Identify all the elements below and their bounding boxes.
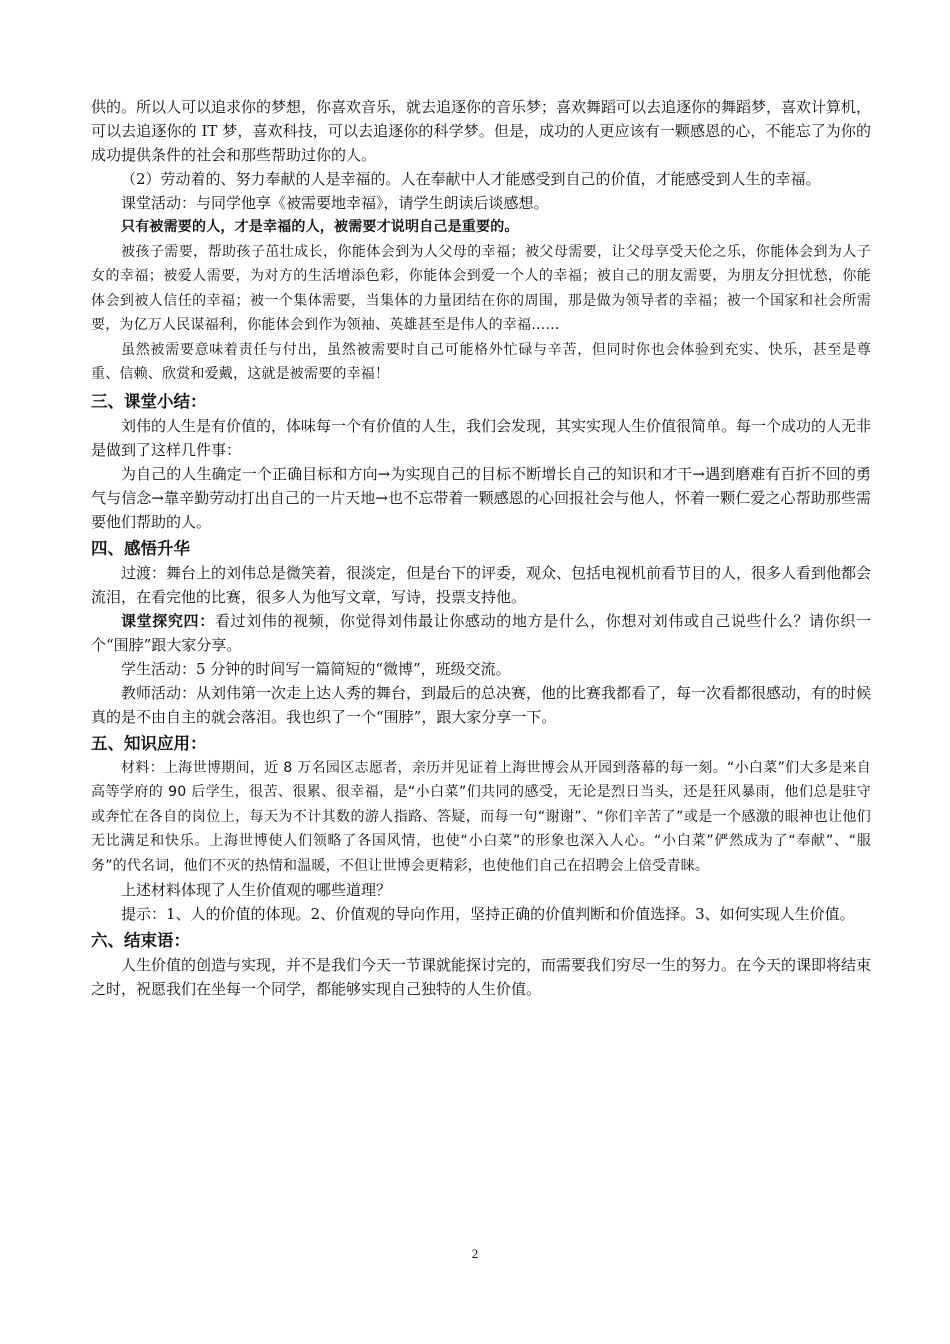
page-number: 2 xyxy=(471,1246,479,1261)
paragraph-liuwei-value: 刘伟的人生是有价值的，体味每一个有价值的人生，我们会发现，其实实现人生价值很简单。每一个成功的人无非是做到了这样几件事： xyxy=(91,416,872,459)
inquiry-label: 课堂探究四： xyxy=(121,611,215,630)
paragraph-steps: 为自己的人生确定一个正确目标和方向→为实现自己的目标不断增长自己的知识和才干→遇到磨难有百折不回的勇气与信念→靠辛勤劳动打出自己的一片天地→也不忘带着一颗感恩的心回报社会与他人，怀着一颗仁爱之心帮助那些需要他们帮助的人。 xyxy=(91,464,871,531)
document-body xyxy=(91,95,871,1001)
paragraph-material: 材料：上海世博期间，近 8 万名园区志愿者，亲历并见证着上海世博会从开园到落幕的每一刻。“小白菜”们大多是来自高等学府的 90 后学生，很苦、很累、很幸福，是“小白菜”们共同的感受，无论是烈日当头，还是狂风暴雨，他们总是驻守或奔忙在各自的岗位上，每天为不计其数的游人指路、答疑，而每一句“谢谢”、“你们辛苦了”或是一个感激的眼神也让他们无比满足和快乐。上海世博使人们领略了各国风情，也使“小白菜”的形象也深入人心。“小白菜”俨然成为了“奉献”、“服务”的代名词，他们不灭的热情和温暖，不但让世博会更精彩，也使他们自己在招聘会上倍受青睐。 xyxy=(91,759,871,874)
paragraph-student-activity: 学生活动：5 分钟的时间写一篇简短的“微博”，班级交流。 xyxy=(121,659,511,678)
paragraph-needed-summary: 虽然被需要意味着责任与付出，虽然被需要时自己可能格外忙碌与辛苦，但同时你也会体验到充实、快乐，甚至是尊重、信赖、欣赏和爱戴，这就是被需要的幸福！ xyxy=(91,341,871,382)
heading-reflection: 四、感悟升华 xyxy=(91,538,190,558)
paragraph-hint: 提示：1、人的价值的体现。2、价值观的导向作用，坚持正确的价值判断和价值选择。3、如何实现人生价值。 xyxy=(121,905,855,923)
paragraph-needed-list: 被孩子需要，帮助孩子茁壮成长，你能体会到为人父母的幸福；被父母需要，让父母享受天伦之乐，你能体会到为人子女的幸福；被爱人需要，为对方的生活增添色彩，你能体会到爱一个人的幸福；被自己的朋友需要，为朋友分担忧愁，你能体会到被人信任的幸福；被一个集体需要，当集体的力量团结在你的周围，那是做为领导者的幸福；被一个国家和社会所需要，为亿万人民谋福利，你能体会到作为领袖、英雄甚至是伟人的幸福…… xyxy=(91,243,871,333)
heading-conclusion: 六、结束语： xyxy=(91,931,190,950)
heading-class-summary: 三、课堂小结： xyxy=(91,391,207,411)
paragraph-inquiry xyxy=(91,609,871,657)
paragraph-dream: 供的。所以人可以追求你的梦想，你喜欢音乐，就去追逐你的音乐梦；喜欢舞蹈可以去追逐你的舞蹈梦，喜欢计算机，可以去追逐你的 IT 梦，喜欢科技，可以去追逐你的科学梦。但是，成功的人更应该有一颗感恩的心，不能忘了为你的成功提供条件的社会和那些帮助过你的人。 xyxy=(91,98,872,164)
paragraph-labor: （2）劳动着的、努力奉献的人是幸福的。人在奉献中人才能感受到自己的价值，才能感受到人生的幸福。 xyxy=(121,170,821,188)
paragraph-transition: 过渡：舞台上的刘伟总是微笑着，很淡定，但是台下的评委，观众、包括电视机前看节目的人，很多人看到他都会流泪，在看完他的比赛，很多人为他写文章，写诗，投票支持他。 xyxy=(91,563,872,606)
heading-application: 五、知识应用： xyxy=(91,733,207,753)
paragraph-class-activity: 课堂活动：与同学他享《被需要地幸福》，请学生朗读后谈感想。 xyxy=(121,194,549,212)
paragraph-needed-quote: 只有被需要的人，才是幸福的人，被需要才说明自己是重要的。 xyxy=(121,219,519,235)
paragraph-question: 上述材料体现了人生价值观的哪些道理？ xyxy=(121,881,392,899)
paragraph-closing: 人生价值的创造与实现，并不是我们今天一节课就能探讨完的，而需要我们穷尽一生的努力。在今天的课即将结束之时，祝愿我们在坐每一个同学，都能够实现自己独特的人生价值。 xyxy=(91,956,872,998)
inquiry-text: 看过刘伟的视频，你觉得刘伟最让你感动的地方是什么，你想对刘伟或自己说些什么？请你织一个“围脖”跟大家分享。 xyxy=(91,611,871,654)
paragraph-teacher-activity: 教师活动：从刘伟第一次走上达人秀的舞台，到最后的总决赛，他的比赛我都看了，每一次看都很感动，有的时候真的是不由自主的就会落泪。我也织了一个“围脖”，跟大家分享一下。 xyxy=(91,683,872,726)
